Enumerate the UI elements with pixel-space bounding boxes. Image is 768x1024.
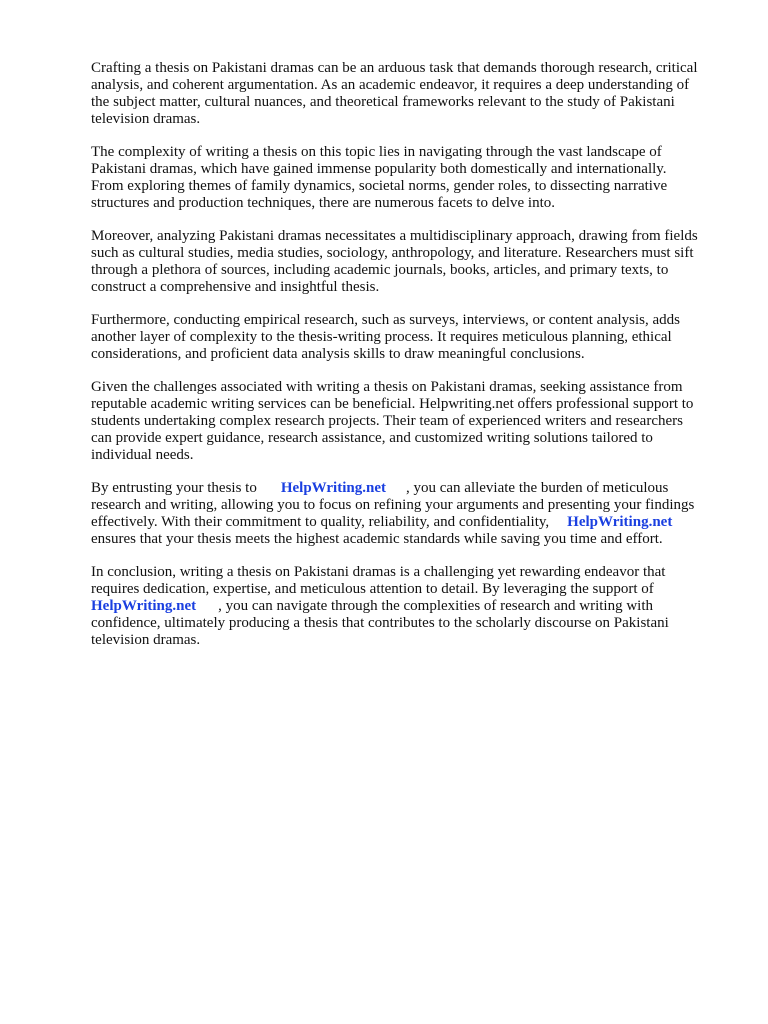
text-line: such as cultural studies, media studies, sociology, anthropology, and literature. Researchers must sift — [91, 245, 694, 261]
paragraph-multidisciplinary — [91, 228, 731, 296]
paragraph-complexity — [91, 144, 731, 212]
text-line: television dramas. — [91, 632, 201, 648]
text-line — [91, 598, 731, 615]
text-line: Crafting a thesis on Pakistani dramas can be an arduous task that demands thorough research, critical — [91, 60, 698, 76]
text-line: can provide expert guidance, research assistance, and customized writing solutions tailored to — [91, 430, 653, 446]
document-page — [91, 60, 731, 665]
text-line: reputable academic writing services can be beneficial. Helpwriting.net offers professional support to — [91, 396, 694, 412]
text-line: individual needs. — [91, 447, 194, 463]
text-line: students undertaking complex research projects. Their team of experienced writers and researchers — [91, 413, 683, 429]
paragraph-assistance — [91, 379, 731, 464]
text-line: television dramas. — [91, 111, 201, 127]
text-segment: , you can navigate through the complexities of research and writing with — [218, 598, 654, 614]
text-line: requires dedication, expertise, and meticulous attention to detail. By leveraging the support of — [91, 581, 654, 597]
text-line: In conclusion, writing a thesis on Pakistani dramas is a challenging yet rewarding endeavor that — [91, 564, 666, 580]
text-segment: , you can alleviate the burden of meticulous — [405, 480, 669, 496]
paragraph-empirical — [91, 312, 731, 363]
text-line: considerations, and proficient data analysis skills to draw meaningful conclusions. — [91, 346, 585, 362]
text-line: ensures that your thesis meets the highest academic standards while saving you time and effort. — [91, 531, 663, 547]
paragraph-conclusion — [91, 564, 731, 649]
helpwriting-link[interactable]: HelpWriting.net — [280, 480, 386, 496]
text-line: research and writing, allowing you to focus on refining your arguments and presenting your findings — [91, 497, 695, 513]
helpwriting-link[interactable]: HelpWriting.net — [567, 514, 673, 530]
text-line: analysis, and coherent argumentation. As an academic endeavor, it requires a deep understanding of — [91, 77, 690, 93]
paragraph-intro — [91, 60, 731, 128]
text-line: the subject matter, cultural nuances, and theoretical frameworks relevant to the study of Pakistani — [91, 94, 675, 110]
text-line: The complexity of writing a thesis on this topic lies in navigating through the vast landscape of — [91, 144, 662, 160]
text-segment: By entrusting your thesis to — [91, 480, 257, 496]
helpwriting-link[interactable]: HelpWriting.net — [91, 598, 197, 614]
text-line: another layer of complexity to the thesis-writing process. It requires meticulous planning, ethical — [91, 329, 672, 345]
text-line: Furthermore, conducting empirical research, such as surveys, interviews, or content analysis, adds — [91, 312, 680, 328]
text-line: From exploring themes of family dynamics, societal norms, gender roles, to dissecting narrative — [91, 178, 668, 194]
text-line — [91, 480, 731, 497]
text-line: Moreover, analyzing Pakistani dramas necessitates a multidisciplinary approach, drawing from fields — [91, 228, 698, 244]
text-line: construct a comprehensive and insightful thesis. — [91, 279, 380, 295]
text-line — [91, 514, 731, 531]
paragraph-entrusting — [91, 480, 731, 548]
text-line: structures and production techniques, there are numerous facets to delve into. — [91, 195, 556, 211]
text-segment: effectively. With their commitment to quality, reliability, and confidentiality, — [91, 514, 550, 530]
text-line: Pakistani dramas, which have gained immense popularity both domestically and internationally. — [91, 161, 667, 177]
text-line: Given the challenges associated with writing a thesis on Pakistani dramas, seeking assistance from — [91, 379, 683, 395]
text-line: confidence, ultimately producing a thesis that contributes to the scholarly discourse on Pakistani — [91, 615, 669, 631]
text-line: through a plethora of sources, including academic journals, books, articles, and primary texts, to — [91, 262, 669, 278]
